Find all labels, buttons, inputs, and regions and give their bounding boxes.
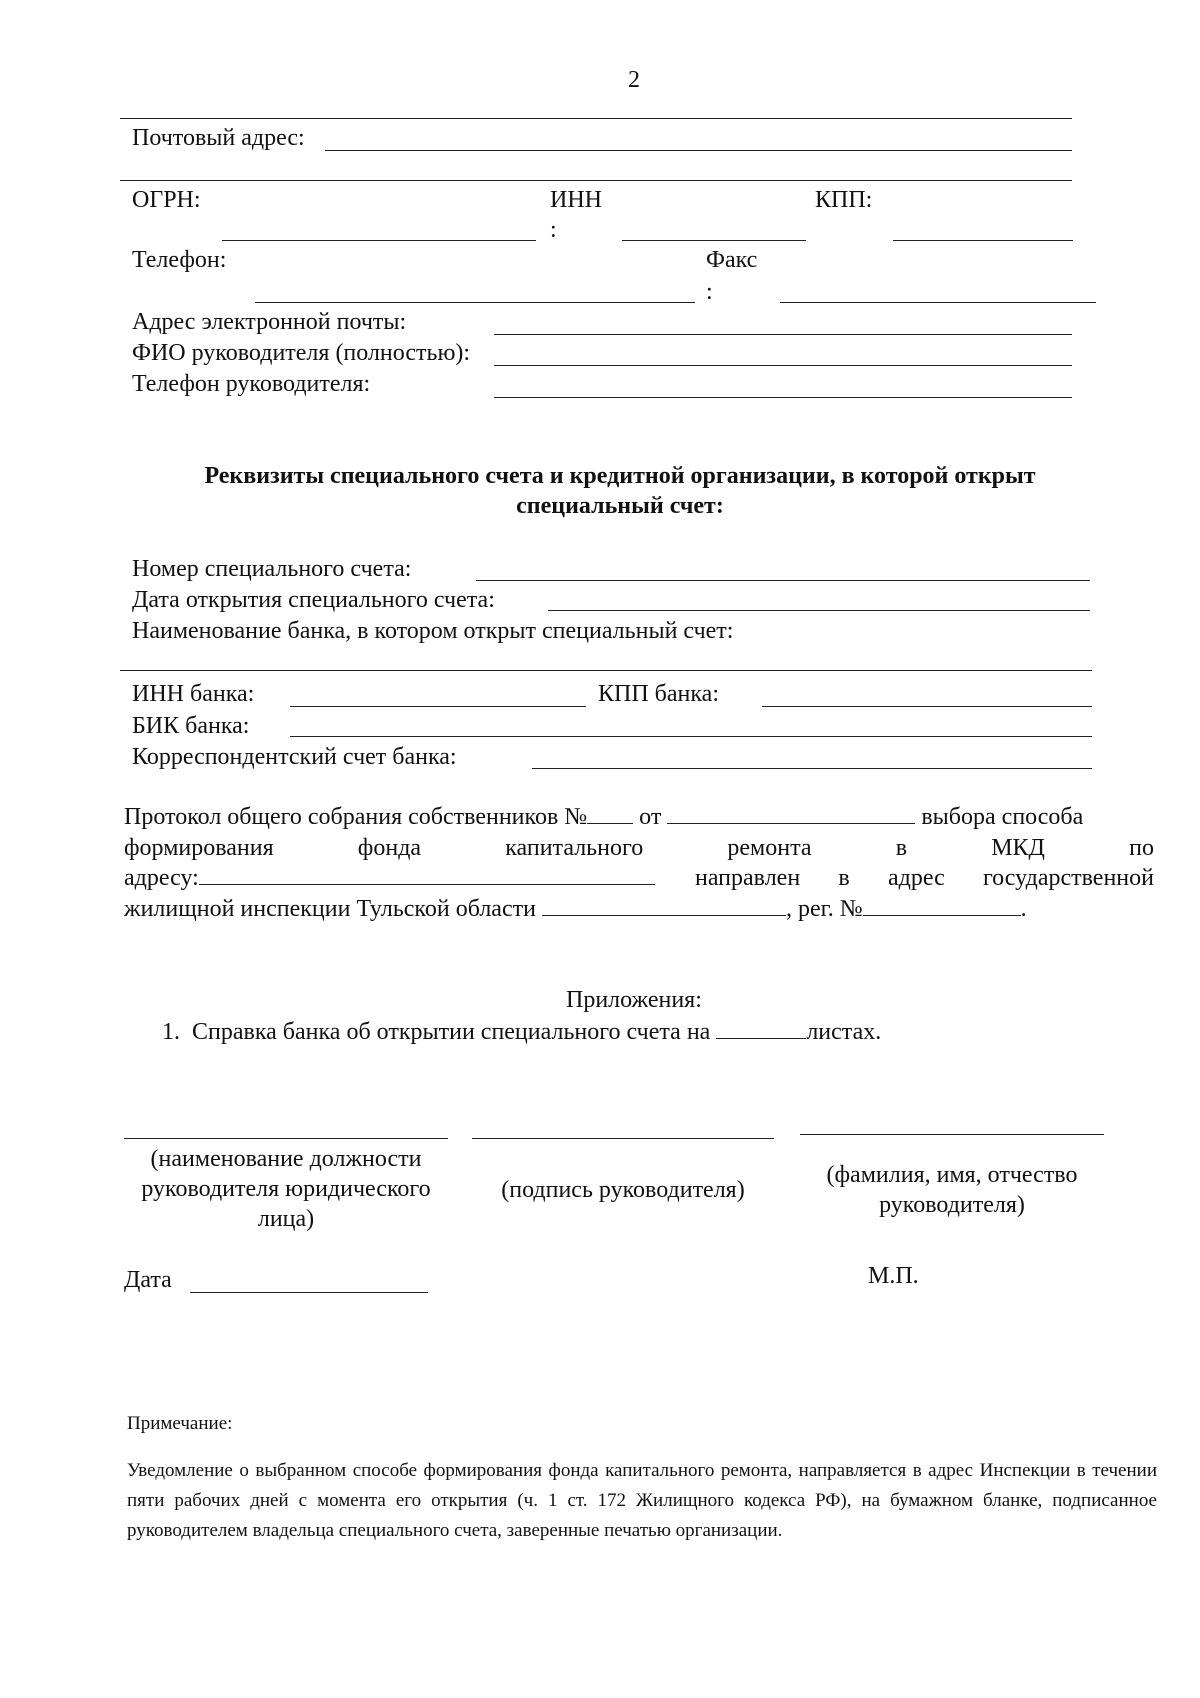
date-field[interactable] bbox=[190, 1292, 428, 1293]
head-name-field[interactable] bbox=[494, 365, 1072, 366]
note-text: Уведомление о выбранном способе формирования фонда капитального ремонта, направляется в адрес Инспекции в течении пяти рабочих дней с момента его открытия (ч. 1 ст. 172 Жилищного кодекса РФ), на бумажном бланке, подписанное руководителем владельца специального счета, заверенные печатью организации. bbox=[127, 1460, 1157, 1541]
postal-address-line-2[interactable] bbox=[120, 180, 1072, 181]
bik-label: БИК банка: bbox=[132, 713, 250, 739]
protocol-line1: Протокол общего собрания собственников № от выбора способа bbox=[124, 804, 1084, 830]
account-number-field[interactable] bbox=[476, 580, 1090, 581]
note-title: Примечание: bbox=[127, 1413, 233, 1434]
account-heading-line1: Реквизиты специального счета и кредитной организации, в которой открыт bbox=[204, 463, 1036, 489]
ogrn-field[interactable] bbox=[222, 240, 536, 241]
attachments-title: Приложения: bbox=[566, 987, 702, 1013]
position-signature-line[interactable] bbox=[124, 1138, 448, 1139]
bank-kpp-field[interactable] bbox=[762, 706, 1092, 707]
bank-inn-label: ИНН банка: bbox=[132, 681, 255, 707]
fax-label: Факс bbox=[706, 247, 758, 273]
kpp-field[interactable] bbox=[893, 240, 1073, 241]
protocol-line4: жилищной инспекции Тульской области , рег. № . bbox=[124, 896, 1027, 922]
bank-name-field[interactable] bbox=[120, 670, 1092, 671]
postal-address-line[interactable] bbox=[325, 150, 1072, 151]
bank-name-label: Наименование банка, в котором открыт специальный счет: bbox=[132, 618, 734, 644]
account-heading-line2: специальный счет: bbox=[516, 493, 724, 519]
corr-account-label: Корреспондентский счет банка: bbox=[132, 744, 457, 770]
attachment-item-1: 1. Справка банка об открытии специального счета на листах. bbox=[162, 1019, 882, 1045]
email-field[interactable] bbox=[494, 334, 1072, 335]
kpp-label: КПП: bbox=[815, 187, 873, 213]
protocol-line2: формирования фонда капитального ремонта в МКД по bbox=[124, 835, 1154, 861]
reg-number-field[interactable] bbox=[863, 895, 1021, 916]
head-phone-field[interactable] bbox=[494, 397, 1072, 398]
corr-account-field[interactable] bbox=[532, 768, 1092, 769]
inn-field[interactable] bbox=[622, 240, 806, 241]
phone-field[interactable] bbox=[255, 302, 695, 303]
protocol-date-field[interactable] bbox=[667, 803, 915, 824]
inspection-date-field[interactable] bbox=[542, 895, 786, 916]
signature-line[interactable] bbox=[472, 1138, 774, 1139]
date-label: Дата bbox=[124, 1267, 172, 1293]
head-phone-label: Телефон руководителя: bbox=[132, 371, 371, 397]
fax-field[interactable] bbox=[780, 302, 1096, 303]
address-field[interactable] bbox=[199, 864, 655, 885]
inn-colon: : bbox=[550, 217, 557, 243]
sheets-count-field[interactable] bbox=[716, 1018, 806, 1039]
inn-label: ИНН bbox=[550, 187, 602, 213]
page-number: 2 bbox=[628, 67, 640, 93]
postal-address-label: Почтовый адрес: bbox=[132, 125, 305, 151]
protocol-line3-address: адресу: bbox=[124, 864, 655, 892]
open-date-field[interactable] bbox=[548, 610, 1090, 611]
top-rule bbox=[120, 118, 1072, 119]
protocol-line3-rest: направлен в адрес государственной bbox=[695, 865, 1154, 891]
stamp-label: М.П. bbox=[868, 1263, 919, 1289]
open-date-label: Дата открытия специального счета: bbox=[132, 587, 495, 613]
bik-field[interactable] bbox=[290, 736, 1092, 737]
email-label: Адрес электронной почты: bbox=[132, 309, 407, 335]
bank-kpp-label: КПП банка: bbox=[598, 681, 719, 707]
ogrn-label: ОГРН: bbox=[132, 187, 201, 213]
name-signature-line[interactable] bbox=[800, 1134, 1104, 1135]
fax-colon: : bbox=[706, 279, 713, 305]
protocol-number-field[interactable] bbox=[587, 803, 633, 824]
phone-label: Телефон: bbox=[132, 247, 227, 273]
signature-caption: (подпись руководителя) bbox=[501, 1177, 745, 1203]
name-caption: (фамилия, имя, отчество руководителя) bbox=[826, 1162, 1078, 1218]
head-name-label: ФИО руководителя (полностью): bbox=[132, 340, 471, 366]
bank-inn-field[interactable] bbox=[290, 706, 586, 707]
position-caption: (наименование должности руководителя юридического лица) bbox=[141, 1146, 431, 1232]
account-number-label: Номер специального счета: bbox=[132, 556, 412, 582]
